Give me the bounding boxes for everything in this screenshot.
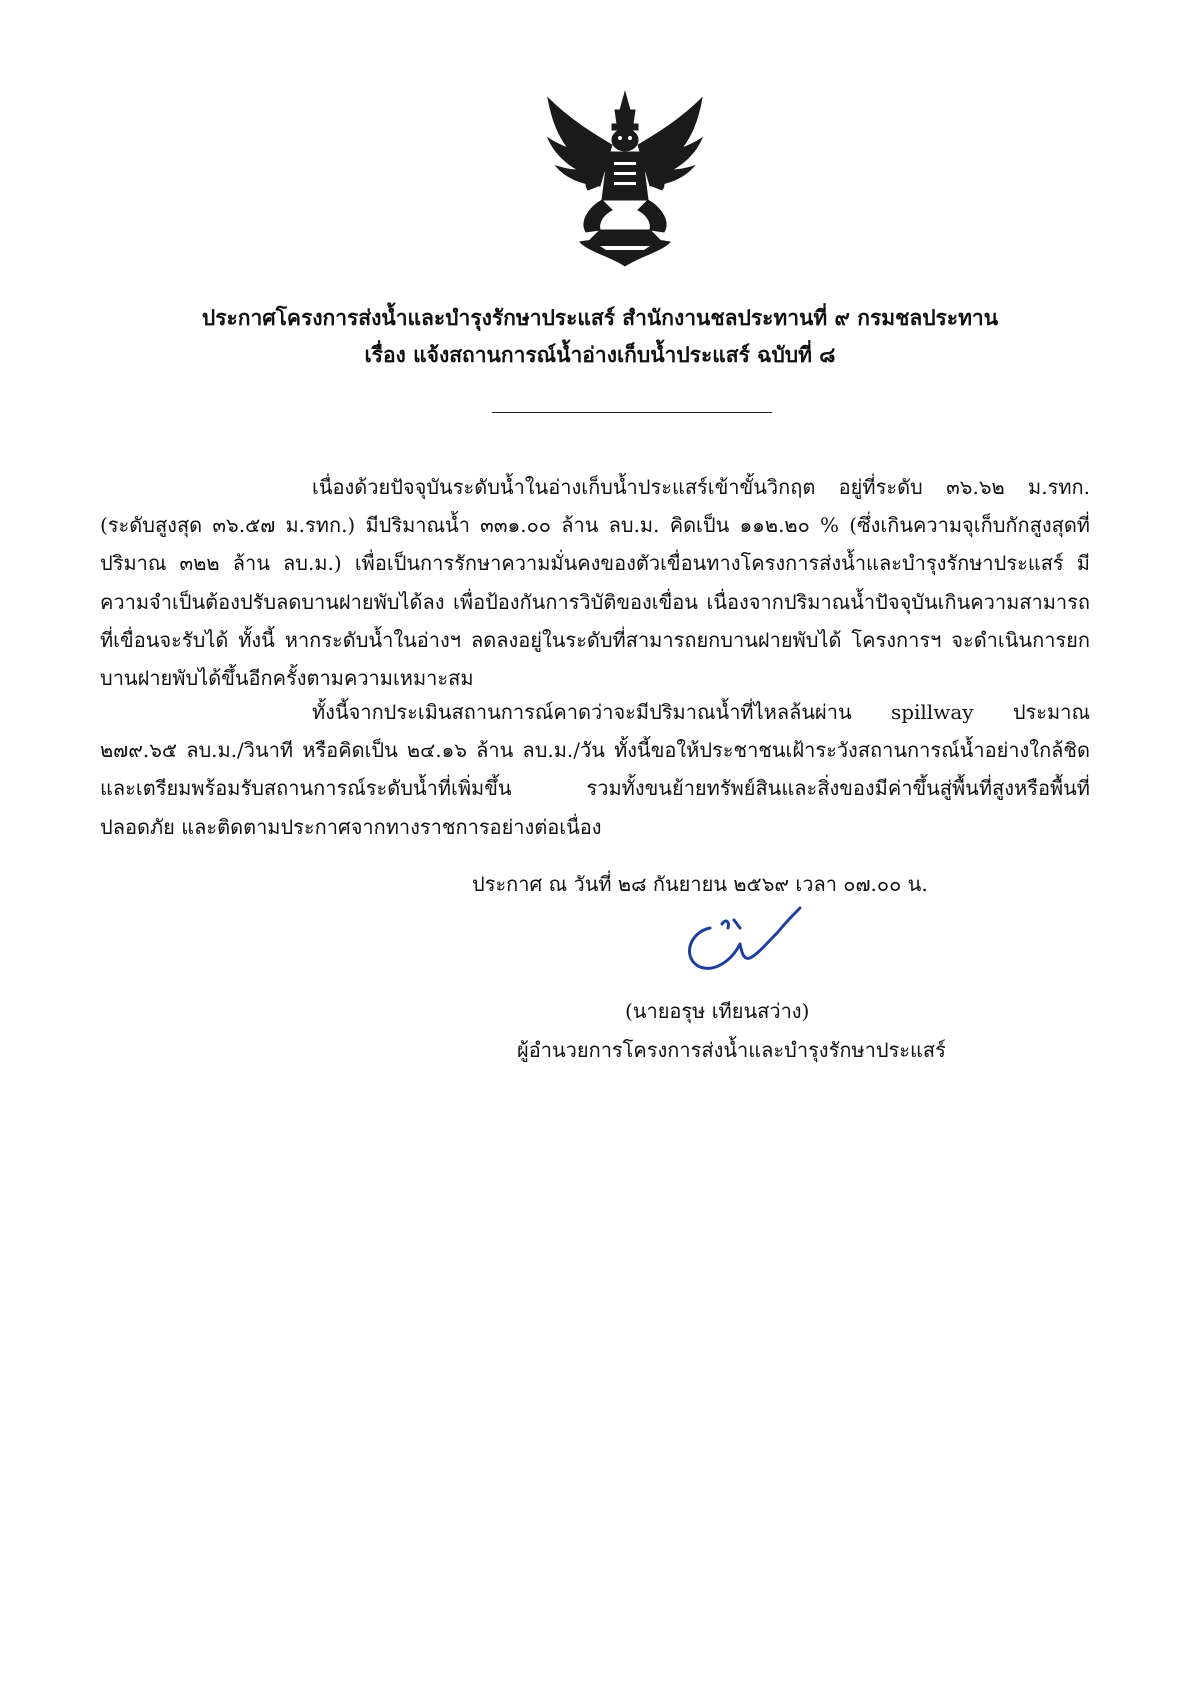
body-paragraph-1: เนื่องด้วยปัจจุบันระดับน้ำในอ่างเก็บน้ำประแสร์เข้าขั้นวิกฤต อยู่ที่ระดับ ๓๖.๖๒ ม.รทก. (ระดับสูงสุด ๓๖.๕๗ ม.รทก.) มีปริมาณน้ำ ๓๓๑.๐๐ ล้าน ลบ.ม. คิดเป็น ๑๑๒.๒๐ % (ซึ่งเกินความจุเก็บกักสูงสุดที่ปริมาณ ๓๒๒ ล้าน ลบ.ม.) เพื่อเป็นการรักษาความมั่นคงของตัวเขื่อนทางโครงการส่งน้ำและบำรุงรักษาประแสร์ มีความจำเป็นต้องปรับลดบานฝายพับได้ลง เพื่อป้องกันการวิบัติของเขื่อน เนื่องจากปริมาณน้ำปัจจุบันเกินความสามารถที่เขื่อนจะรับได้ ทั้งนี้ หากระดับน้ำในอ่างฯ ลดลงอยู่ในระดับที่สามารถยกบานฝายพับได้ โครงการฯ จะดำเนินการยกบานฝายพับได้ขึ้นอีกครั้งตามความเหมาะสม (100, 475, 1090, 691)
garuda-emblem-icon (540, 90, 710, 268)
signer-name: (นายอรุษ เทียนสว่าง) (625, 999, 810, 1023)
body-paragraph-2: ทั้งนี้จากประเมินสถานการณ์คาดว่าจะมีปริมาณน้ำที่ไหลล้นผ่าน spillway ประมาณ ๒๗๙.๖๕ ลบ.ม./วินาที หรือคิดเป็น ๒๔.๑๖ ล้าน ลบ.ม./วัน ทั้งนี้ขอให้ประชาชนเฝ้าระวังสถานการณ์น้ำอย่างใกล้ชิด และเตรียมพร้อมรับสถานการณ์ระดับน้ำที่เพิ่มขึ้น รวมทั้งขนย้ายทรัพย์สินและสิ่งของมีค่าขึ้นสู่พื้นที่สูงหรือพื้นที่ปลอดภัย และติดตามประกาศจากทางราชการอย่างต่อเนื่อง (100, 700, 1090, 839)
handwritten-signature (670, 898, 810, 988)
signer-position: ผู้อำนวยการโครงการส่งน้ำและบำรุงรักษาประแสร์ (517, 1038, 946, 1062)
title-divider (492, 412, 772, 413)
announcement-subject: เรื่อง แจ้งสถานการณ์น้ำอ่างเก็บน้ำประแสร์ ฉบับที่ ๘ (364, 342, 836, 367)
announcement-title: ประกาศโครงการส่งน้ำและบำรุงรักษาประแสร์ สำนักงานชลประทานที่ ๙ กรมชลประทาน (201, 305, 999, 330)
announcement-date: ประกาศ ณ วันที่ ๒๘ กันยายน ๒๕๖๙ เวลา ๐๗.๐๐ น. (472, 872, 928, 896)
